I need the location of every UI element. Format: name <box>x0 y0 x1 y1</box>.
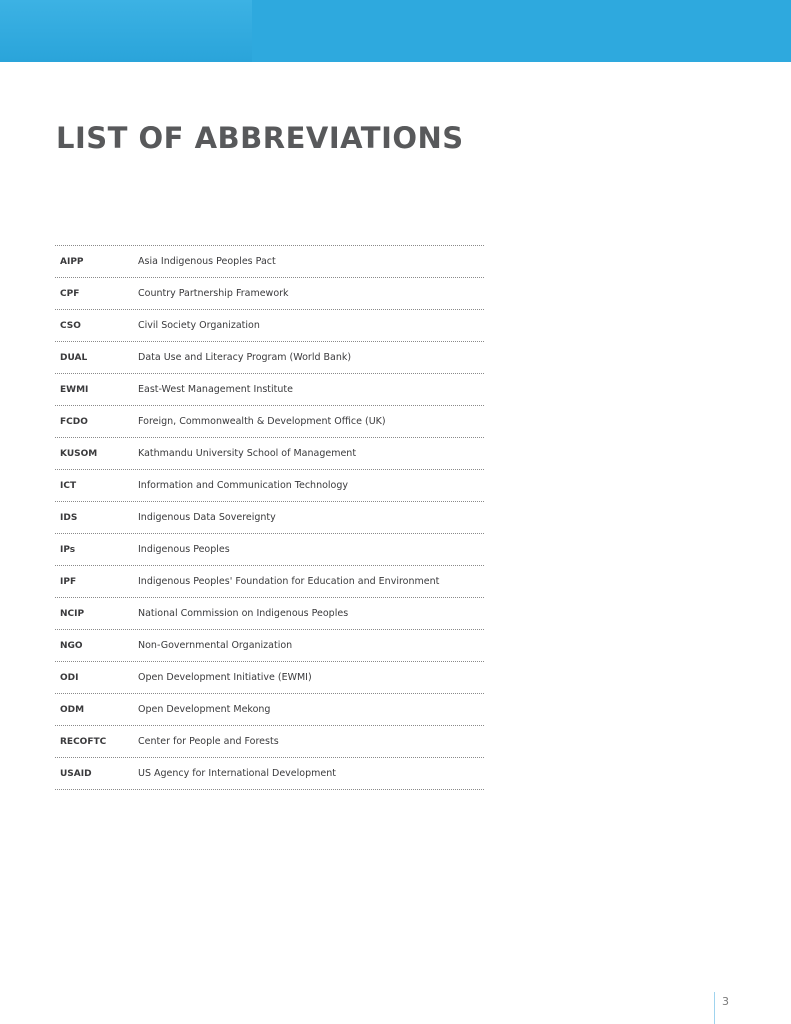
abbreviation-definition: East-West Management Institute <box>138 384 293 395</box>
abbreviation-definition: Open Development Mekong <box>138 704 271 715</box>
abbreviation-definition: Kathmandu University School of Management <box>138 448 357 459</box>
table-row <box>55 278 484 310</box>
table-row <box>55 726 484 758</box>
page-title: LIST OF ABBREVIATIONS <box>56 121 464 155</box>
abbreviation-definition: Asia Indigenous Peoples Pact <box>138 256 276 267</box>
abbreviation-definition: National Commission on Indigenous Peoples <box>138 608 349 619</box>
table-row <box>55 534 484 566</box>
abbreviation-code: ICT <box>60 480 77 491</box>
abbreviation-definition: Information and Communication Technology <box>138 480 349 491</box>
table-row <box>55 374 484 406</box>
abbreviation-code: CPF <box>60 288 80 299</box>
abbreviation-code: NCIP <box>60 608 85 619</box>
abbreviation-code: IDS <box>60 512 78 523</box>
table-row <box>55 470 484 502</box>
table-row <box>55 598 484 630</box>
table-row <box>55 694 484 726</box>
header-band-shade <box>0 0 252 62</box>
table-row <box>55 246 484 278</box>
abbreviation-code: ODI <box>60 672 79 683</box>
table-row <box>55 758 484 790</box>
page-number-divider <box>714 992 715 1024</box>
abbreviation-code: RECOFTC <box>60 736 107 747</box>
abbreviation-code: IPF <box>60 576 77 587</box>
abbreviation-code: USAID <box>60 768 92 779</box>
table-row <box>55 630 484 662</box>
table-row <box>55 502 484 534</box>
abbreviations-table <box>55 245 484 790</box>
table-row <box>55 310 484 342</box>
page-number: 3 <box>722 995 729 1008</box>
abbreviation-code: CSO <box>60 320 81 331</box>
abbreviation-definition: Indigenous Data Sovereignty <box>138 512 276 523</box>
abbreviation-code: DUAL <box>60 352 88 363</box>
abbreviation-definition: Civil Society Organization <box>138 320 260 331</box>
abbreviation-code: NGO <box>60 640 83 651</box>
abbreviation-definition: Data Use and Literacy Program (World Bank) <box>138 352 352 363</box>
abbreviation-definition: Indigenous Peoples' Foundation for Education and Environment <box>138 576 440 587</box>
header-band <box>0 0 791 62</box>
table-row <box>55 438 484 470</box>
table-row <box>55 566 484 598</box>
abbreviation-definition: Country Partnership Framework <box>138 288 289 299</box>
abbreviation-definition: Center for People and Forests <box>138 736 279 747</box>
abbreviation-code: AIPP <box>60 256 84 267</box>
table-row <box>55 662 484 694</box>
abbreviation-definition: Non-Governmental Organization <box>138 640 293 651</box>
abbreviation-definition: Open Development Initiative (EWMI) <box>138 672 312 683</box>
abbreviation-code: FCDO <box>60 416 88 427</box>
abbreviation-code: KUSOM <box>60 448 98 459</box>
abbreviation-definition: Foreign, Commonwealth & Development Office (UK) <box>138 416 386 427</box>
abbreviation-code: ODM <box>60 704 85 715</box>
abbreviation-definition: Indigenous Peoples <box>138 544 230 555</box>
table-row <box>55 406 484 438</box>
table-row <box>55 342 484 374</box>
abbreviation-code: IPs <box>60 544 76 555</box>
abbreviation-definition: US Agency for International Development <box>138 768 336 779</box>
abbreviation-code: EWMI <box>60 384 89 395</box>
